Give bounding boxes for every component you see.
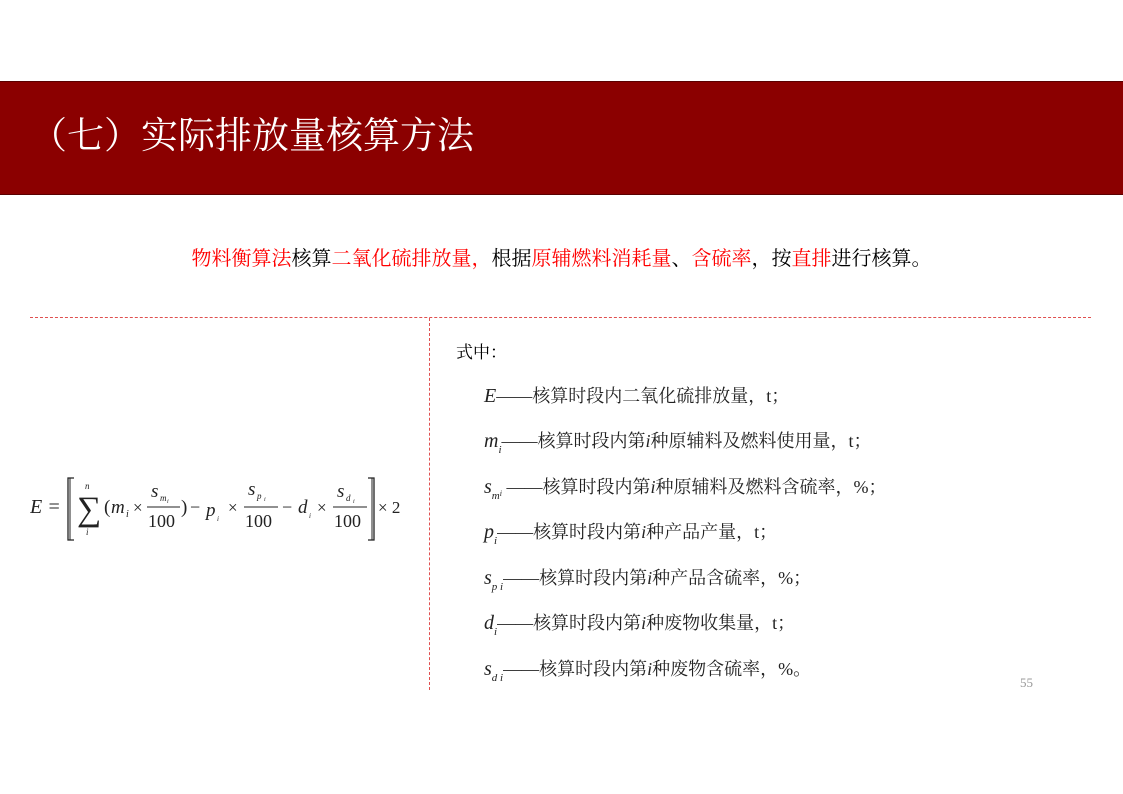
page-number: 55	[1020, 675, 1033, 690]
def-text: 种废物含硫率，%。	[652, 659, 812, 679]
definition-row	[484, 474, 887, 509]
def-symbol: p	[484, 521, 494, 543]
svg-text:−: −	[190, 497, 201, 517]
intro-target: 二氧化硫排放量，	[331, 246, 492, 270]
svg-text:i: i	[167, 499, 169, 505]
emission-formula	[30, 475, 420, 545]
intro-text: ，按	[751, 246, 792, 270]
definition-row	[484, 428, 872, 463]
vertical-divider	[429, 318, 430, 690]
svg-text:m: m	[160, 493, 167, 503]
svg-text:i: i	[353, 499, 355, 505]
def-index: i	[650, 477, 656, 497]
def-symbol: E	[484, 385, 497, 407]
sum-lower: i	[86, 527, 89, 537]
svg-text:×: ×	[133, 498, 143, 517]
where-label: 式中：	[456, 343, 507, 363]
intro-text: 核算	[291, 246, 332, 270]
def-text: 种原辅料及燃料含硫率，%；	[655, 477, 887, 497]
intro-sentence	[0, 243, 1123, 273]
svg-text:p: p	[257, 491, 262, 501]
svg-text:×: ×	[317, 498, 327, 517]
frac-s-p: s	[248, 479, 256, 500]
def-index: i	[647, 568, 653, 588]
right-bracket	[368, 478, 374, 540]
sum-symbol: ∑	[77, 491, 102, 528]
def-text: 种原辅料及燃料使用量，t；	[650, 431, 872, 451]
def-subscript: i	[498, 444, 502, 456]
definition-row	[484, 383, 789, 409]
def-text: 种产品产量，t；	[646, 522, 778, 542]
svg-text:i: i	[309, 512, 311, 520]
def-symbol: s	[484, 567, 492, 589]
def-text: 种废物收集量，t；	[646, 613, 796, 633]
definition-row	[484, 519, 777, 554]
intro-text: 进行核算。	[831, 246, 932, 270]
def-text: ——核算时段内第	[501, 477, 651, 497]
horizontal-divider	[30, 317, 1091, 318]
var-p: p	[206, 500, 216, 521]
def-text: 种产品含硫率，%；	[652, 568, 812, 588]
frac-den: 100	[245, 511, 272, 531]
page-title: （七）实际排放量核算方法	[30, 114, 474, 157]
times-two: × 2	[378, 498, 401, 517]
def-subscript: p i	[491, 581, 504, 593]
frac-s-m: s	[151, 481, 159, 502]
intro-basis-sulfur: 含硫率	[691, 246, 752, 270]
left-bracket	[68, 478, 74, 540]
def-index: i	[647, 659, 653, 679]
intro-text: 、	[671, 246, 692, 270]
sum-upper: n	[85, 481, 90, 491]
def-subscript: i	[494, 535, 498, 547]
svg-text:−: −	[282, 497, 293, 517]
frac-den: 100	[148, 511, 175, 531]
definition-row	[484, 565, 811, 600]
svg-text:): )	[181, 497, 188, 518]
def-subscript: i	[494, 626, 498, 638]
svg-text:×: ×	[228, 498, 238, 517]
svg-text:(: (	[104, 497, 111, 518]
def-text: ——核算时段内第	[497, 522, 642, 542]
frac-s-d: s	[337, 481, 345, 502]
def-text: ——核算时段内第	[503, 659, 648, 679]
def-index: i	[641, 613, 647, 633]
def-subscript: m	[491, 490, 500, 502]
def-text: ——核算时段内第	[497, 613, 642, 633]
intro-direct: 直排	[791, 246, 832, 270]
def-symbol: s	[484, 658, 492, 680]
def-text: ——核算时段内二氧化硫排放量，t；	[496, 386, 790, 406]
var-d: d	[298, 497, 308, 518]
def-index: i	[641, 522, 647, 542]
def-subsubscript: i	[499, 489, 502, 498]
svg-text:i: i	[264, 497, 266, 503]
formula-lhs: E =	[30, 496, 61, 518]
svg-text:i: i	[217, 515, 219, 523]
sub-i: i	[126, 509, 129, 520]
def-symbol: m	[484, 430, 499, 452]
def-subscript: d i	[491, 672, 504, 684]
definition-row	[484, 656, 811, 691]
def-text: ——核算时段内第	[503, 568, 648, 588]
var-m: m	[111, 497, 125, 518]
def-symbol: d	[484, 612, 494, 634]
title-banner	[0, 81, 1123, 195]
svg-text:d: d	[346, 493, 351, 503]
def-symbol: s	[484, 476, 492, 498]
def-index: i	[645, 431, 651, 451]
intro-method: 物料衡算法	[191, 246, 292, 270]
definition-row	[484, 610, 795, 645]
intro-basis-consumption: 原辅燃料消耗量	[531, 246, 672, 270]
intro-text: 根据	[491, 246, 532, 270]
frac-den: 100	[334, 511, 361, 531]
def-text: ——核算时段内第	[501, 431, 646, 451]
